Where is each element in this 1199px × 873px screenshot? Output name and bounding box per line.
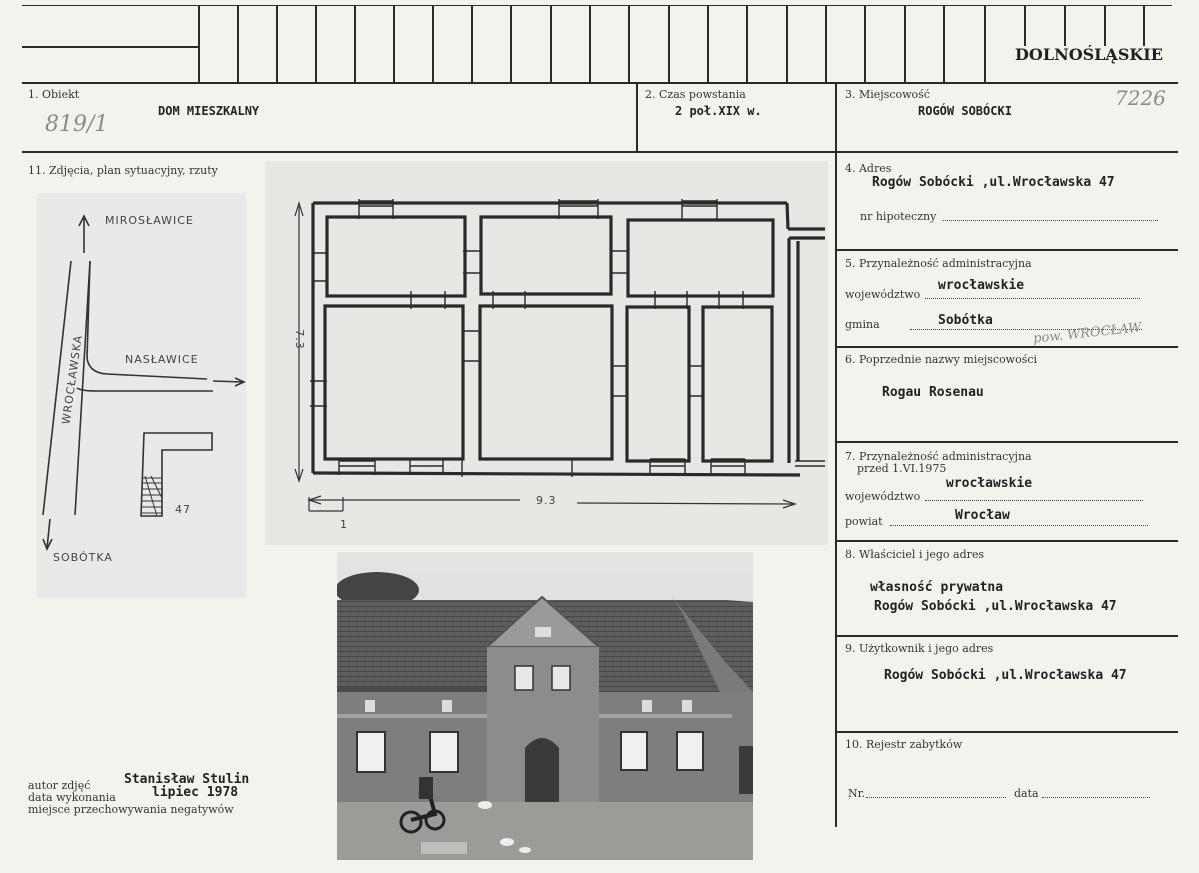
col-divider-1: [636, 82, 638, 152]
header-column-line: [668, 6, 670, 82]
zdjecia-label: 11. Zdjęcia, plan sytuacyjny, rzuty: [28, 164, 218, 177]
top-left-line: [22, 46, 198, 48]
header-column-line: [943, 6, 945, 82]
przynaleznosc-przed-label2: przed 1.VI.1975: [857, 462, 947, 475]
powiat-line: [890, 525, 1148, 526]
row8-bottom-line: [836, 635, 1178, 637]
woj-value: wrocławskie: [938, 278, 1025, 293]
header-column-line: [354, 6, 356, 82]
row6-bottom-line: [836, 441, 1178, 443]
header-column-line: [1064, 6, 1066, 46]
header-column-line: [628, 6, 630, 82]
wlasciciel-line2: Rogów Sobócki ,ul.Wrocławska 47: [874, 599, 1117, 614]
author-value: Stanisław Stulin: [124, 772, 250, 787]
row4-bottom-line: [836, 249, 1178, 251]
rejestr-data-label: data: [1014, 787, 1039, 800]
adres-value: Rogów Sobócki ,ul.Wrocławska 47: [872, 175, 1115, 190]
woj-line: [925, 298, 1140, 299]
header-column-line: [315, 6, 317, 82]
building-photo-drawing: [337, 552, 753, 860]
rejestr-nr-label: Nr.: [848, 787, 866, 800]
plan-scale-mark: 1: [340, 518, 348, 531]
map-number-label: 47: [175, 503, 191, 516]
hipoteczny-label: nr hipoteczny: [860, 210, 937, 223]
gmina-label: gmina: [845, 318, 880, 331]
woj-label: województwo: [845, 288, 921, 301]
header-column-line: [510, 6, 512, 82]
poprzednie-label: 6. Poprzednie nazwy miejscowości: [845, 353, 1038, 366]
plan-height-dim: 7.3: [292, 329, 306, 350]
map-south-label: SOBÓTKA: [53, 551, 113, 564]
header-column-line: [1024, 6, 1026, 46]
gmina-note: pow. WROCŁAW: [1032, 320, 1143, 347]
woj-przed-label: województwo: [845, 490, 921, 503]
woj-przed-line: [925, 500, 1143, 501]
header-column-line: [1143, 6, 1145, 46]
row1-bottom-line: [22, 151, 1178, 153]
header-column-line: [589, 6, 591, 82]
czas-label: 2. Czas powstania: [645, 88, 746, 101]
header-column-line: [746, 6, 748, 82]
wlasciciel-line1: własność prywatna: [870, 580, 1004, 595]
header-column-line: [432, 6, 434, 82]
obiekt-value: DOM MIESZKALNY: [158, 104, 260, 118]
floor-plan: [265, 161, 828, 545]
powiat-value: Wrocław: [955, 508, 1010, 523]
header-column-line: [984, 6, 986, 82]
miejscowosc-value: ROGÓW SOBÓCKI: [918, 104, 1012, 118]
header-column-line: [276, 6, 278, 82]
row5-bottom-line: [836, 346, 1178, 348]
woj-przed-value: wrocławskie: [946, 476, 1033, 491]
map-north-label: MIROSŁAWICE: [105, 214, 194, 227]
building-photo: [337, 552, 753, 860]
header-column-line: [786, 6, 788, 82]
hipoteczny-line: [943, 220, 1158, 221]
date-value: lipiec 1978: [152, 785, 239, 800]
header-column-line: [550, 6, 552, 82]
obiekt-label: 1. Obiekt: [28, 88, 80, 101]
rejestr-label: 10. Rejestr zabytków: [845, 738, 963, 751]
wlasciciel-label: 8. Właściciel i jego adres: [845, 548, 985, 561]
uzytkownik-value: Rogów Sobócki ,ul.Wrocławska 47: [884, 668, 1127, 683]
poprzednie-value: Rogau Rosenau: [882, 385, 984, 400]
negatives-label: miejsce przechowywania negatywów: [28, 803, 234, 816]
czas-value: 2 poł.XIX w.: [675, 104, 762, 118]
site-map: [37, 193, 246, 598]
map-east-label: NASŁAWICE: [125, 353, 199, 366]
przynaleznosc-przed-label: 7. Przynależność administracyjna: [845, 450, 1032, 463]
header-column-line: [471, 6, 473, 82]
miejscowosc-label: 3. Miejscowość: [845, 88, 930, 101]
row7-bottom-line: [836, 540, 1178, 542]
header-column-line: [1104, 6, 1106, 46]
author-label: autor zdjęć: [28, 779, 91, 792]
header-column-line: [393, 6, 395, 82]
header-column-line: [237, 6, 239, 82]
uzytkownik-label: 9. Użytkownik i jego adres: [845, 642, 994, 655]
col-divider-2: [835, 82, 837, 827]
rejestr-nr-line: [866, 797, 1006, 798]
header-column-line: [864, 6, 866, 82]
row9-bottom-line: [836, 731, 1178, 733]
top-border: [22, 5, 1172, 6]
header-column-line: [904, 6, 906, 82]
date-label: data wykonania: [28, 791, 116, 804]
rejestr-data-line: [1042, 797, 1150, 798]
powiat-label: powiat: [845, 515, 883, 528]
header-column-line: [198, 6, 200, 82]
adres-label: 4. Adres: [845, 162, 892, 175]
floor-plan-drawing: [265, 161, 828, 545]
map-street-label: WROCŁAWSKA: [59, 333, 85, 426]
region-label: DOLNOŚLĄSKIE: [1015, 45, 1163, 64]
header-bottom-line: [22, 82, 1178, 84]
przynaleznosc-label: 5. Przynależność administracyjna: [845, 257, 1032, 270]
obiekt-note: 819/1: [45, 112, 109, 137]
header-column-line: [707, 6, 709, 82]
plan-width-dim: 9.3: [536, 494, 557, 507]
header-column-line: [825, 6, 827, 82]
gmina-value: Sobótka: [938, 313, 993, 328]
miejscowosc-note: 7226: [1115, 86, 1166, 110]
